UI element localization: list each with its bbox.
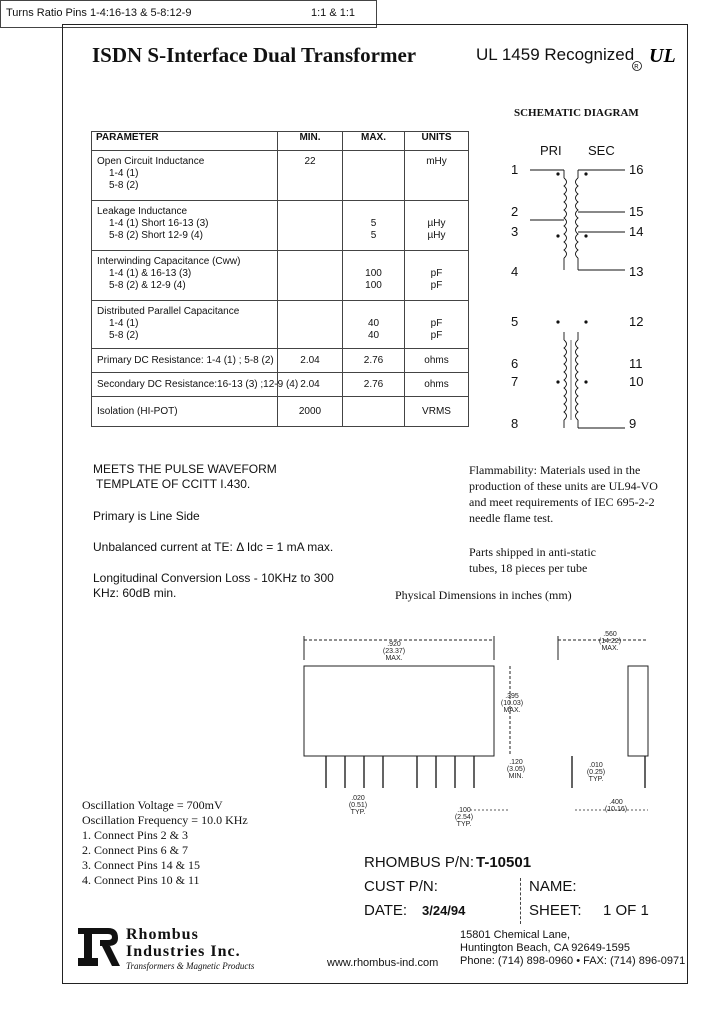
units-value: ohms	[424, 379, 449, 390]
units-value: µHy	[427, 230, 446, 241]
turns-ratio-value: 1:1 & 1:1	[311, 7, 356, 19]
pin-7: 7	[511, 374, 519, 389]
col-parameter: PARAMETER	[92, 132, 278, 151]
dim-lead-spacing: (2.54)	[454, 814, 474, 821]
pin-6: 6	[511, 356, 519, 371]
units-value: pF	[430, 318, 443, 329]
date-label: DATE:	[364, 902, 408, 919]
col-min: MIN.	[278, 132, 343, 151]
flammability-line: needle flame test.	[469, 511, 554, 525]
param-name: Secondary DC Resistance:16-13 (3) ;12-9 (4)	[97, 379, 299, 390]
longitudinal-note-1: Longitudinal Conversion Loss - 10KHz to 300	[93, 571, 334, 585]
pin-4: 4	[511, 264, 519, 279]
polarity-dot	[556, 234, 559, 237]
param-sub: 5-8 (2) & 12-9 (4)	[109, 280, 186, 291]
table-row	[92, 201, 469, 251]
rhombus-pn-label: RHOMBUS P/N:	[364, 854, 475, 871]
cust-pn-label: CUST P/N:	[364, 878, 438, 895]
oscillation-notes	[82, 798, 248, 888]
param-sub: 5-8 (2)	[109, 180, 139, 191]
secondary-coil-1	[576, 178, 579, 258]
date-value: 3/24/94	[422, 903, 466, 918]
units-value: µHy	[427, 218, 446, 229]
param-name: Interwinding Capacitance (Cww)	[97, 256, 241, 267]
parts-line: Parts shipped in anti-static	[469, 545, 596, 559]
units-value: pF	[430, 268, 443, 279]
col-max: MAX.	[343, 132, 405, 151]
param-sub: 1-4 (1)	[109, 168, 139, 179]
param-sub: 5-8 (2)	[109, 330, 139, 341]
polarity-dot	[556, 380, 559, 383]
connect-note: 4. Connect Pins 10 & 11	[82, 873, 200, 887]
connect-note: 1. Connect Pins 2 & 3	[82, 828, 189, 842]
connect-note: 2. Connect Pins 6 & 7	[82, 843, 189, 857]
dim-lead-width: (0.25)	[586, 769, 606, 776]
package-side	[628, 666, 648, 756]
flammability-line: Flammability: Materials used in the	[469, 463, 641, 477]
max-value: 2.76	[363, 379, 384, 390]
pin-11: 11	[629, 356, 643, 371]
unbalanced-note: Unbalanced current at TE: Δ Idc = 1 mA max.	[93, 540, 334, 554]
pin-3: 3	[511, 224, 519, 239]
longitudinal-note-2: KHz: 60dB min.	[93, 586, 177, 600]
dim-length: (23.37)	[382, 648, 406, 655]
table-row	[92, 301, 469, 349]
max-value: 5	[370, 218, 377, 229]
pin-13: 13	[629, 264, 644, 279]
pin-1: 1	[511, 162, 519, 177]
parts-note	[469, 544, 596, 576]
flammability-note	[469, 462, 658, 526]
flammability-line: and meet requirements of IEC 695-2-2	[469, 495, 655, 509]
dim-height: (10.03)	[500, 700, 524, 707]
physical-dimensions-title: Physical Dimensions in inches (mm)	[395, 588, 572, 602]
dim-lead-width: .010	[589, 762, 603, 769]
dimension-drawing	[290, 620, 690, 835]
table-row	[92, 373, 469, 397]
connect-note: 3. Connect Pins 14 & 15	[82, 858, 201, 872]
param-name: Primary DC Resistance: 1-4 (1) ; 5-8 (2)	[97, 355, 274, 366]
rhombus-pn-value: T-10501	[476, 854, 532, 871]
col-units: UNITS	[405, 132, 469, 151]
min-value: 2.04	[300, 355, 320, 366]
ul-logo-text: UL	[649, 45, 676, 67]
min-value: 2000	[298, 406, 322, 417]
title-block-divider	[520, 878, 522, 924]
spec-table	[91, 131, 469, 427]
primary-note: Primary is Line Side	[93, 509, 200, 523]
schematic-title: SCHEMATIC DIAGRAM	[514, 107, 639, 119]
dim-lead-width: TYP.	[588, 776, 604, 783]
pulse-note-2: TEMPLATE OF CCITT I.430.	[96, 477, 251, 491]
param-sub: 1-4 (1)	[109, 318, 139, 329]
company-name-2: Industries Inc.	[126, 943, 241, 960]
pin-16: 16	[629, 162, 644, 177]
param-sub: 1-4 (1) & 16-13 (3)	[109, 268, 192, 279]
table-row	[92, 349, 469, 373]
param-name: Leakage Inductance	[97, 206, 188, 217]
polarity-dot	[584, 380, 587, 383]
polarity-dot	[556, 320, 559, 323]
flammability-line: production of these units are UL94-VO	[469, 479, 658, 493]
dim-lead-pitch: .020	[351, 795, 365, 802]
dim-lead-length: .120	[509, 759, 523, 766]
units-value: pF	[430, 330, 443, 341]
max-value: 2.76	[363, 355, 384, 366]
dim-lead-length: MIN.	[508, 773, 524, 780]
table-header-row	[92, 132, 469, 151]
polarity-dot	[584, 320, 587, 323]
turns-ratio-label: Turns Ratio Pins 1-4:16-13 & 5-8:12-9	[6, 7, 192, 19]
svg-text:R: R	[634, 64, 639, 71]
schematic-drawing	[530, 160, 630, 440]
address-line-1: 15801 Chemical Lane,	[460, 929, 571, 941]
name-label: NAME:	[529, 878, 577, 895]
units-value: VRMS	[422, 406, 451, 417]
dim-width: (14.22)	[598, 638, 622, 645]
min-value: 22	[304, 156, 316, 167]
dim-lead-pitch: TYP.	[350, 809, 366, 816]
max-value: 40	[367, 318, 380, 329]
table-row	[92, 151, 469, 201]
param-name: Distributed Parallel Capacitance	[97, 306, 240, 317]
table-row	[92, 397, 469, 427]
polarity-dot	[556, 172, 559, 175]
oscillation-frequency: Oscillation Frequency = 10.0 KHz	[82, 813, 248, 827]
dim-length: MAX.	[385, 655, 403, 662]
dim-lead-pitch: (0.51)	[348, 802, 368, 809]
dim-width: MAX.	[601, 645, 619, 652]
dim-lead-spacing: TYP.	[456, 821, 472, 828]
parts-line: tubes, 18 pieces per tube	[469, 561, 588, 575]
pin-2: 2	[511, 204, 519, 219]
dim-row-spacing: .400	[609, 799, 623, 806]
dim-lead-spacing: .100	[457, 807, 471, 814]
sheet-label: SHEET:	[529, 902, 582, 919]
sheet-value: 1 OF 1	[603, 902, 649, 919]
pri-label: PRI	[540, 143, 562, 158]
pin-10: 10	[629, 374, 644, 389]
dim-lead-length: (3.05)	[506, 766, 526, 773]
units-value: pF	[430, 280, 443, 291]
polarity-dot	[584, 172, 587, 175]
dim-height: MAX.	[503, 707, 521, 714]
secondary-coil-2	[576, 340, 579, 420]
oscillation-voltage: Oscillation Voltage = 700mV	[82, 798, 223, 812]
dim-length: .920	[387, 641, 401, 648]
phone-fax: Phone: (714) 898-0960 • FAX: (714) 896-0971	[460, 955, 686, 967]
address-line-2: Huntington Beach, CA 92649-1595	[460, 942, 631, 954]
dim-row-spacing: (10.16)	[604, 806, 628, 813]
polarity-dot	[584, 234, 587, 237]
min-value: 2.04	[300, 379, 320, 390]
table-row	[92, 251, 469, 301]
pin-8: 8	[511, 416, 519, 431]
param-sub: 5-8 (2) Short 12-9 (4)	[109, 230, 203, 241]
pulse-note-1: MEETS THE PULSE WAVEFORM	[93, 462, 277, 476]
company-tagline: Transformers & Magnetic Products	[126, 961, 255, 971]
website-link[interactable]: www.rhombus-ind.com	[327, 957, 439, 969]
max-value: 100	[365, 268, 382, 279]
param-sub: 1-4 (1) Short 16-13 (3)	[109, 218, 209, 229]
sec-label: SEC	[588, 143, 615, 158]
company-name-1: Rhombus	[126, 926, 199, 943]
param-name: Isolation (HI-POT)	[97, 406, 178, 417]
pin-5: 5	[511, 314, 519, 329]
dim-width: .560	[603, 631, 617, 638]
max-value: 40	[367, 330, 380, 341]
pin-14: 14	[629, 224, 644, 239]
units-value: mHy	[426, 156, 447, 167]
rhombus-logo-icon	[78, 924, 124, 970]
pin-15: 15	[629, 204, 644, 219]
primary-coil-2	[564, 340, 567, 420]
dim-height: .395	[505, 693, 519, 700]
pin-9: 9	[629, 416, 637, 431]
units-value: ohms	[424, 355, 449, 366]
ul-recognized-text: UL 1459 Recognized	[476, 45, 635, 64]
max-value: 100	[365, 280, 382, 291]
package-body	[304, 666, 494, 756]
pin-12: 12	[629, 314, 644, 329]
max-value: 5	[370, 230, 377, 241]
ul-logo-icon	[629, 42, 677, 72]
param-name: Open Circuit Inductance	[97, 156, 205, 167]
primary-coil-1	[564, 178, 567, 258]
page-title: ISDN S-Interface Dual Transformer	[92, 43, 417, 67]
